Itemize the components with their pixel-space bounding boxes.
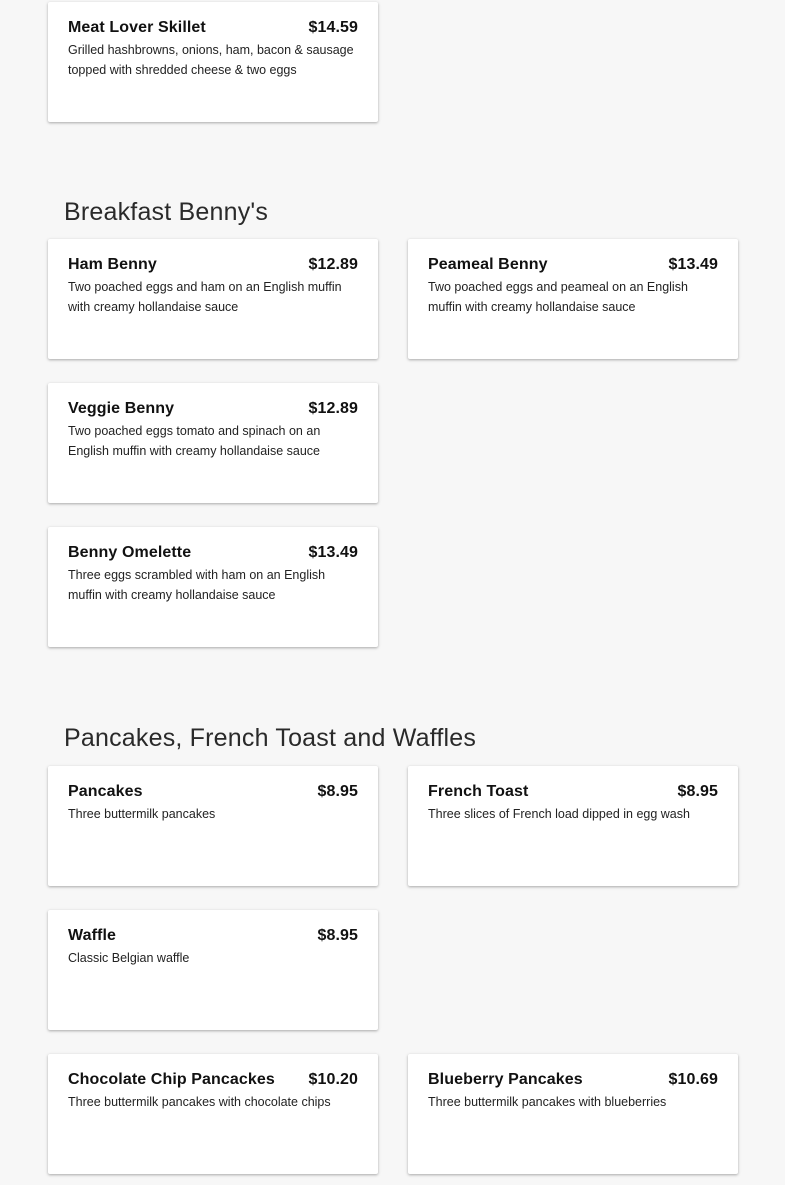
menu-item-name: Peameal Benny	[428, 256, 548, 273]
menu-item-name: Veggie Benny	[68, 400, 175, 417]
menu-item-header	[68, 256, 358, 274]
menu-item-description: Two poached eggs and peameal on an English muffin with creamy hollandaise sauce	[428, 280, 688, 314]
menu-item-price: $12.89	[308, 400, 358, 417]
menu-item-description: Two poached eggs tomato and spinach on an English muffin with creamy hollandaise sauce	[68, 424, 321, 458]
menu-item-header	[68, 783, 358, 801]
menu-item-description: Classic Belgian waffle	[68, 951, 190, 965]
menu-item-price: $13.49	[308, 544, 358, 561]
menu-item-header	[68, 927, 358, 945]
menu-item-name: Chocolate Chip Pancackes	[68, 1071, 275, 1088]
menu-item-card-benny-omelette[interactable]	[48, 527, 378, 647]
menu-item-description: Three buttermilk pancakes with chocolate chips	[68, 1095, 331, 1109]
menu-item-card-veggie-benny[interactable]	[48, 383, 378, 503]
menu-item-name: Meat Lover Skillet	[68, 19, 206, 36]
menu-item-header	[68, 400, 358, 418]
menu-item-card-chocolate-chip-pancakes[interactable]	[48, 1054, 378, 1174]
menu-item-description: Three buttermilk pancakes	[68, 807, 216, 821]
menu-item-header	[428, 1071, 718, 1089]
menu-item-name: French Toast	[428, 783, 529, 800]
menu-item-card-waffle[interactable]	[48, 910, 378, 1030]
menu-item-card-peameal-benny[interactable]	[408, 239, 738, 359]
menu-item-card-ham-benny[interactable]	[48, 239, 378, 359]
menu-item-price: $14.59	[308, 19, 358, 36]
section-title-pancakes-french-toast-waffles: Pancakes, French Toast and Waffles	[64, 724, 477, 752]
menu-item-price: $13.49	[668, 256, 718, 273]
menu-item-price: $10.69	[668, 1071, 718, 1088]
menu-item-card-french-toast[interactable]	[408, 766, 738, 886]
menu-item-header	[428, 783, 718, 801]
menu-item-card-blueberry-pancakes[interactable]	[408, 1054, 738, 1174]
menu-item-header	[68, 19, 358, 37]
menu-item-name: Waffle	[68, 927, 117, 944]
section-title-breakfast-bennys: Breakfast Benny's	[64, 198, 269, 226]
menu-item-description: Three slices of French load dipped in egg wash	[428, 807, 690, 821]
menu-item-price: $12.89	[308, 256, 358, 273]
menu-item-description: Grilled hashbrowns, onions, ham, bacon & sausage topped with shredded cheese & two eggs	[68, 43, 354, 77]
menu-item-price: $8.95	[317, 783, 358, 800]
menu-item-card-pancakes[interactable]	[48, 766, 378, 886]
menu-item-name: Benny Omelette	[68, 544, 192, 561]
menu-item-description: Three buttermilk pancakes with blueberries	[428, 1095, 667, 1109]
menu-item-header	[428, 256, 718, 274]
menu-item-card-meat-lover-skillet[interactable]	[48, 2, 378, 122]
menu-item-description: Two poached eggs and ham on an English muffin with creamy hollandaise sauce	[68, 280, 342, 314]
menu-item-name: Blueberry Pancakes	[428, 1071, 583, 1088]
menu-item-name: Pancakes	[68, 783, 143, 800]
menu-item-name: Ham Benny	[68, 256, 157, 273]
menu-item-header	[68, 1071, 358, 1089]
menu-item-header	[68, 544, 358, 562]
menu-item-price: $8.95	[677, 783, 718, 800]
menu-item-price: $10.20	[308, 1071, 358, 1088]
menu-item-description: Three eggs scrambled with ham on an English muffin with creamy hollandaise sauce	[68, 568, 326, 602]
menu-item-price: $8.95	[317, 927, 358, 944]
